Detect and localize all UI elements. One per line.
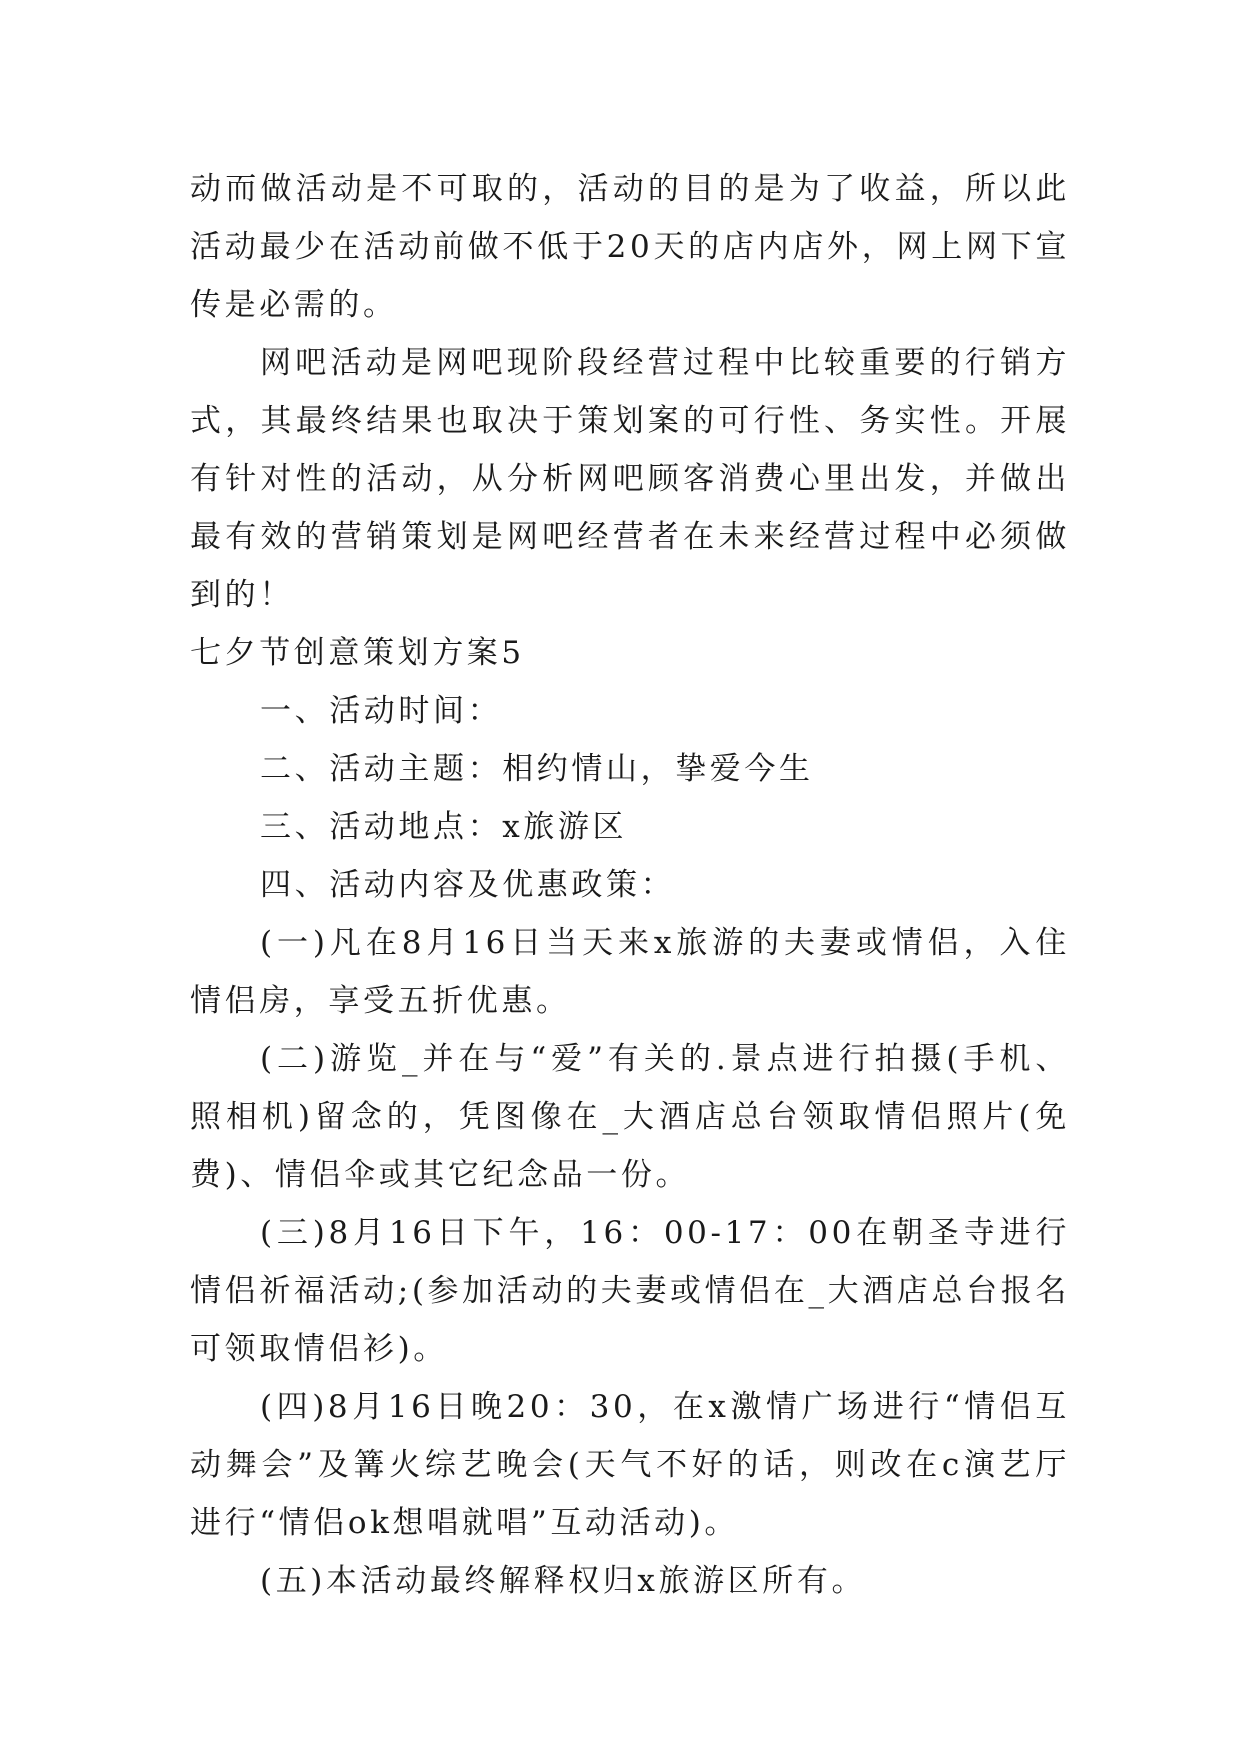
paragraph-continuation: 动而做活动是不可取的，活动的目的是为了收益，所以此活动最少在活动前做不低于20天的店内店外，网上网下宣传是必需的。	[190, 171, 1070, 323]
item-offer-1: (一)凡在8月16日当天来x旅游的夫妻或情侣，入住情侣房，享受五折优惠。	[190, 925, 1070, 1019]
paragraph-netcafe-summary: 网吧活动是网吧现阶段经营过程中比较重要的行销方式，其最终结果也取决于策划案的可行性、务实性。开展有针对性的活动，从分析网吧顾客消费心里出发，并做出最有效的营销策划是网吧经营者在未来经营过程中必须做到的！	[190, 345, 1070, 613]
item-offer-2: (二)游览_并在与“爱”有关的.景点进行拍摄(手机、照相机)留念的，凭图像在_大酒店总台领取情侣照片(免费)、情侣伞或其它纪念品一份。	[190, 1041, 1070, 1193]
item-activity-content: 四、活动内容及优惠政策：	[260, 867, 676, 903]
section-title: 七夕节创意策划方案5	[190, 635, 525, 671]
item-offer-5: (五)本活动最终解释权归x旅游区所有。	[260, 1563, 867, 1599]
document-body	[190, 160, 1070, 1610]
item-activity-time: 一、活动时间：	[260, 693, 503, 729]
item-offer-4: (四)8月16日晚20：30，在x激情广场进行“情侣互动舞会”及篝火综艺晚会(天气不好的话，则改在c演艺厅进行“情侣ok想唱就唱”互动活动)。	[190, 1389, 1070, 1541]
item-activity-theme: 二、活动主题：相约情山，挚爱今生	[260, 751, 814, 787]
item-offer-3: (三)8月16日下午，16：00-17：00在朝圣寺进行情侣祈福活动;(参加活动的夫妻或情侣在_大酒店总台报名可领取情侣衫)。	[190, 1215, 1070, 1367]
item-activity-location: 三、活动地点：x旅游区	[260, 809, 628, 845]
